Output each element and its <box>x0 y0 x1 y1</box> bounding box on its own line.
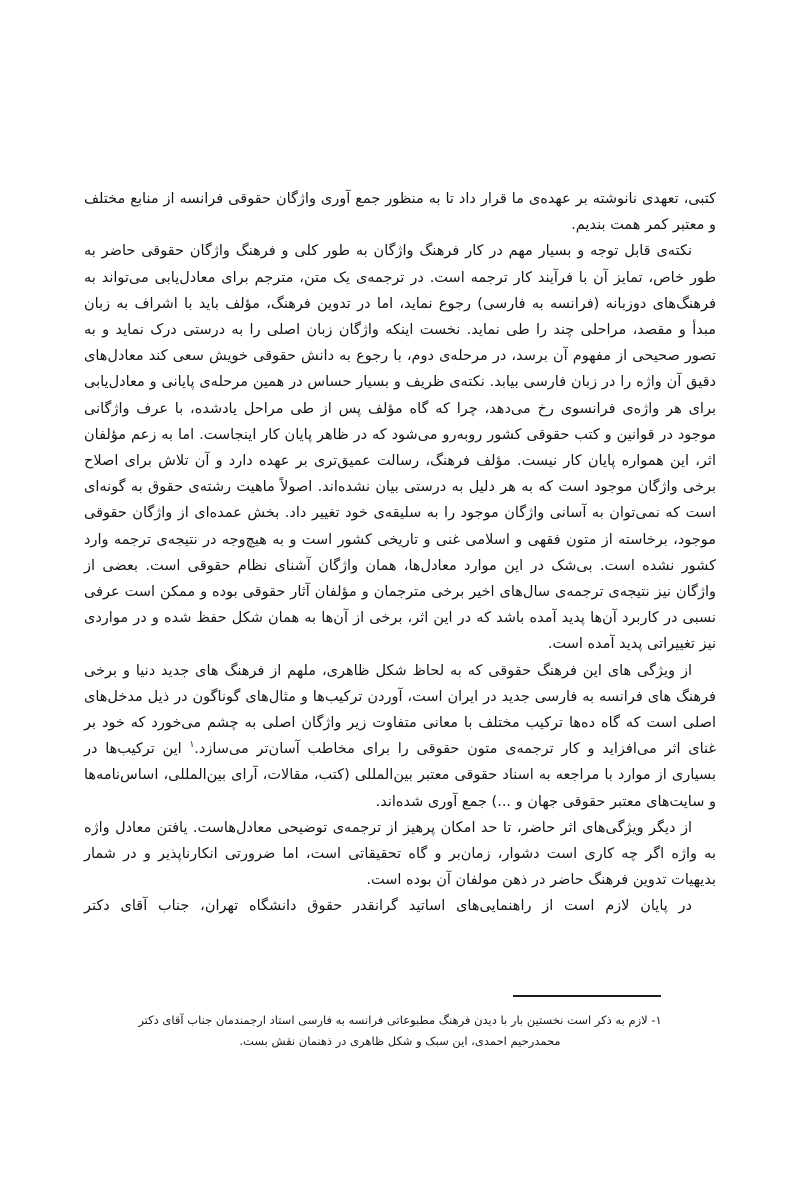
footnote-separator-rule <box>513 995 661 997</box>
paragraph-text-before-footnote-ref: از ویژگی های این فرهنگ حقوقی که به لحاظ شکل ظاهری، ملهم از فرهنگ های جدید دنیا و برخی فرهنگ های فرانسه به فارسی جدید در ایران است، آوردن ترکیب‌ها و مثال‌های گوناگون در ذیل مدخل‌های اصلی است که گاه ده‌ها ترکیب مختلف با معانی متفاوت زیر واژگان اصلی به چشم می‌خورد که خود بر غنای اثر می‌افزاید و کار ترجمه‌ی متون حقوقی را برای مخاطب آسان‌تر می‌سازد. <box>84 662 716 758</box>
footnote-line: ۱- لازم به ذکر است نخستین بار با دیدن فرهنگ مطبوعاتی فرانسه به فارسی استاد ارجمندمان جناب آقای دکتر <box>138 1013 662 1027</box>
body-text-block <box>84 186 716 920</box>
footnote-area <box>84 995 716 1052</box>
paragraph-word-for-word-equivalents: از دیگر ویژگی‌های اثر حاضر، تا حد امکان پرهیز از ترجمه‌ی توضیحی معادل‌هاست. یافتن معادل واژه به واژه اگر چه کاری است دشوار، زمان‌بر و گاه تحقیقاتی است، اما ضرورتی انکارناپذیر و در شمار بدیهیات تدوین فرهنگ حاضر در ذهن مولفان آن بوده است. <box>84 819 716 889</box>
paragraph-dictionary-vs-translation: نکته‌ی قابل توجه و بسیار مهم در کار فرهنگ واژگان به طور کلی و فرهنگ واژگان حقوقی حاضر به طور خاص، تمایز آن با فرآیند کار ترجمه است. در ترجمه‌ی یک متن، مترجم برای معادل‌یابی می‌تواند به فرهنگ‌های دوزبانه (فرانسه به فارسی) رجوع نماید، اما در تدوین فرهنگ، مؤلف باید با اشراف به زبان مبدأ و مقصد، مراحلی چند را طی نماید. نخست اینکه واژگان زبان اصلی را به درستی درک نماید و به تصور صحیحی از مفهوم آن برسد، در مرحله‌ی دوم، با رجوع به دانش حقوقی خویش سعی کند معادل‌های دقیق آن واژه را در زبان فارسی بیابد. نکته‌ی ظریف و بسیار حساس در همین مرحله‌ی پایانی و معادل‌یابی برای هر واژه‌ی فرانسوی رخ می‌دهد، چرا که گاه مؤلف پس از طی مراحل یادشده، با عرف واژگانی موجود در قوانین و کتب حقوقی کشور روبه‌رو می‌شود که در ظاهر پایان کار اینجاست. اما به زعم مؤلفان اثر، این همواره پایان کار نیست. مؤلف فرهنگ، رسالت عمیق‌تری بر عهده دارد و آن تلاش برای اصلاح برخی واژگان موجود است که به هر دلیل به درستی بیان نشده‌اند. اصولاً ماهیت رشته‌ی حقوق به گونه‌ای است که نمی‌توان به آسانی واژگان موجود را به سلیقه‌ی خود تغییر داد. بخش عمده‌ای از واژگان حقوقی موجود، برخاسته از متون فقهی و اسلامی غنی و تاریخی کشور است و به هیچ‌وجه در نتیجه‌ی ترجمه وارد کشور نشده است. بی‌شک در این موارد معادل‌ها، همان واژگان آشنای نظام حقوقی است. بعضی از واژگان نیز نتیجه‌ی ترجمه‌ی سال‌های اخیر برخی مترجمان و مؤلفان آثار حقوقی بوده و ممکن است عرفی نسبی در کاربرد آن‌ها پدید آمده باشد که در این اثر، برخی از آن‌ها به همان شکل حفظ شده و در مواردی نیز تغییراتی پدید آمده است. <box>84 243 716 653</box>
footnote-line: محمدرحیم احمدی، این سبک و شکل ظاهری در ذهنمان نقش بست. <box>239 1034 561 1048</box>
paragraph-features-with-footnote-ref <box>84 658 716 815</box>
footnote-reference-marker: ۱ <box>189 740 195 751</box>
paragraph-continuation: کتبی، تعهدی نانوشته بر عهده‌ی ما قرار داد تا به منظور جمع آوری واژگان حقوقی فرانسه از منابع مختلف و معتبر کمر همت بندیم. <box>84 191 716 234</box>
paragraph-text-after-footnote-ref: این ترکیب‌ها در بسیاری از موارد با مراجعه به اسناد حقوقی معتبر بین‌المللی (کتب، مقالات، آرای بین‌المللی، اساس‌نامه‌ها و سایت‌های معتبر حقوقی جهان و ...) جمع آوری شده‌اند. <box>84 741 716 810</box>
paragraph-acknowledgements-start: در پایان لازم است از راهنمایی‌های اساتید گرانقدر حقوق دانشگاه تهران، جناب آقای دکتر <box>84 898 692 915</box>
